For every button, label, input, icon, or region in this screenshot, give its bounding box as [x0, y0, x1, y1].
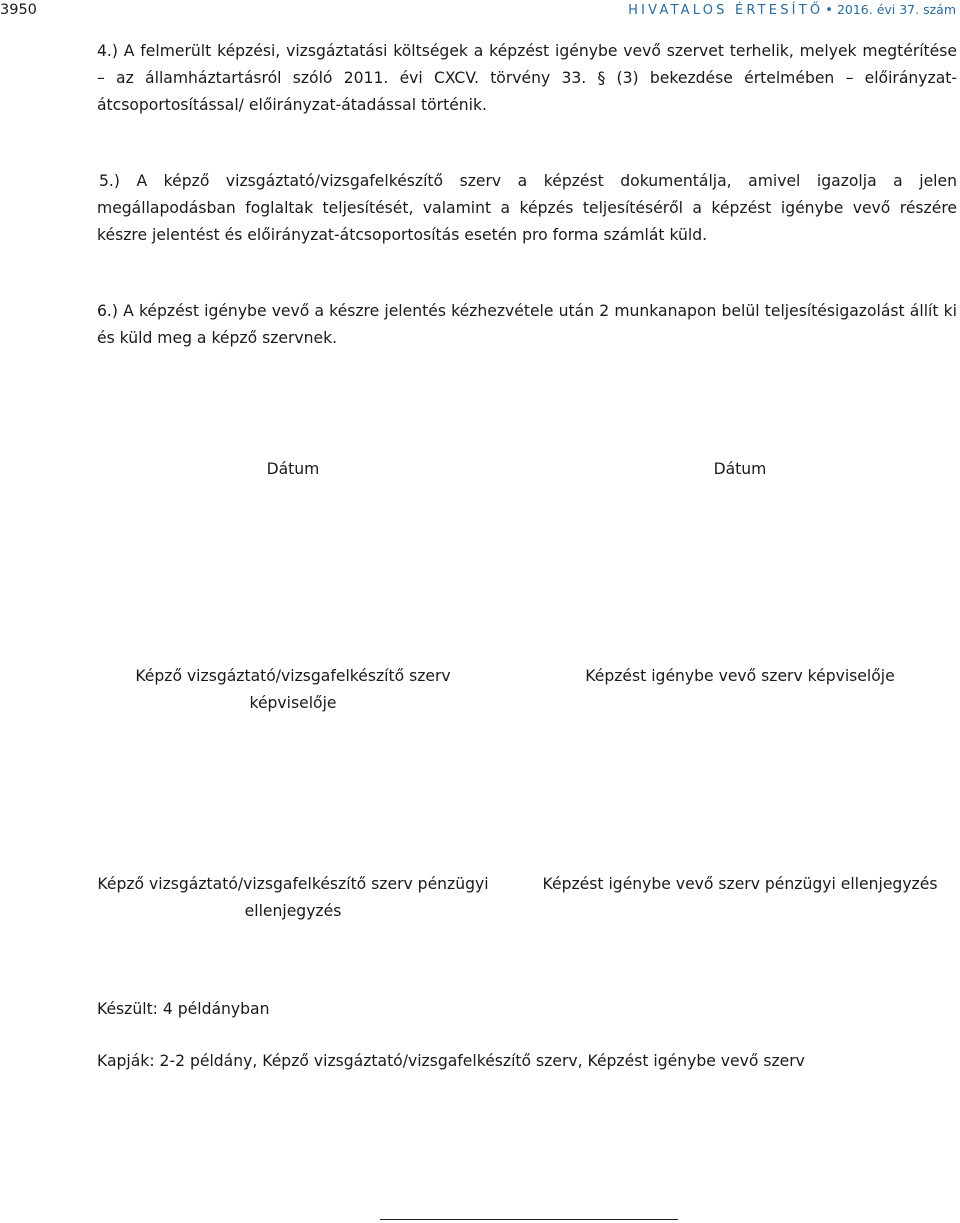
signature-client-representative: Képzést igénybe vevő szerv képviselője: [585, 667, 895, 685]
signature-trainer-financial: [97, 871, 489, 925]
signature-trainer-representative-line2: képviselője: [249, 694, 337, 712]
journal-name: HIVATALOS ÉRTESÍTŐ: [628, 3, 824, 18]
paragraph-4: 4.) A felmerült képzési, vizsgáztatási költségek a képzést igénybe vevő szervet terhelik, melyek megtérítése – az államháztartásról szóló 2011. évi CXCV. törvény 33. § (3) bekezdése értelmében – előirányzat-átcsoportosítással/ előirányzat-átadással történik.: [97, 42, 957, 114]
date-left: Dátum: [266, 460, 320, 478]
page-number: 3950: [0, 2, 37, 18]
journal-heading: [628, 2, 956, 18]
signature-trainer-financial-line1: Képző vizsgáztató/vizsgafelkészítő szerv pénzügyi: [97, 875, 489, 893]
footer-divider: [380, 1219, 678, 1220]
signature-client-financial: Képzést igénybe vevő szerv pénzügyi ellenjegyzés: [542, 875, 938, 893]
issue-number: 2016. évi 37. szám: [836, 2, 956, 17]
signature-trainer-representative: [97, 663, 489, 717]
date-right: Dátum: [713, 460, 767, 478]
copies-made: Készült: 4 példányban: [97, 1000, 270, 1018]
signature-trainer-financial-line2: ellenjegyzés: [244, 902, 342, 920]
bullet-separator: •: [825, 3, 833, 18]
page-header: [0, 0, 960, 24]
paragraph-6: 6.) A képzést igénybe vevő a készre jelentés kézhezvétele után 2 munkanapon belül teljesítésigazolást állít ki és küld meg a képző szervnek.: [97, 302, 957, 347]
paragraph-5: 5.) A képző vizsgáztató/vizsgafelkészítő szerv a képzést dokumentálja, amivel igazolja a jelen megállapodásban foglaltak teljesítését, valamint a képzés teljesítéséről a képzést igénybe vevő részére készre jelentést és előirányzat-átcsoportosítás esetén pro forma számlát küld.: [97, 172, 957, 244]
signature-trainer-representative-line1: Képző vizsgáztató/vizsgafelkészítő szerv: [135, 667, 451, 685]
copies-received: Kapják: 2-2 példány, Képző vizsgáztató/vizsgafelkészítő szerv, Képzést igénybe vevő szerv: [97, 1052, 805, 1070]
